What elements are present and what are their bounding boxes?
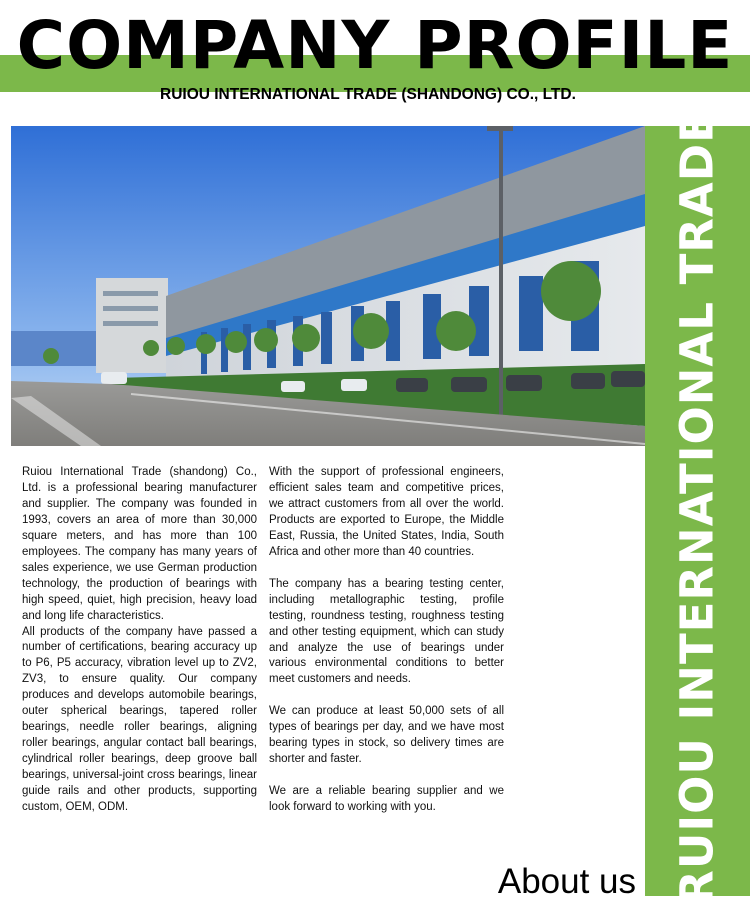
text-column-right <box>269 465 504 816</box>
page-title: COMPANY PROFILE <box>16 7 734 84</box>
paragraph-gap <box>269 768 504 784</box>
paragraph-capacity: We can produce at least 50,000 sets of all types of bearings per day, and we have most bearing types in stock, so delivery times are shorter and faster. <box>269 705 504 766</box>
paragraph-gap <box>269 561 504 577</box>
paragraph-support: With the support of professional engineers, efficient sales team and competitive prices, we attract customers from all over the world. Products are exported to Europe, the Middle East, Russia, the United States, India, South Africa and other more than 40 countries. <box>269 466 504 558</box>
paragraph-closing: We are a reliable bearing supplier and we look forward to working with you. <box>269 785 504 814</box>
paragraph-testing: The company has a bearing testing center, including metallographic testing, profile testing, roundness testing, roughness testing and other testing equipment, which can study and analyze the use of bearings under various environmental conditions to better meet customers and needs. <box>269 577 504 686</box>
about-us-label: About us <box>497 862 636 901</box>
factory-photo <box>11 126 645 446</box>
paragraph-products: All products of the company have passed a number of certifications, bearing accuracy up to P6, P5 accuracy, vibration level up to ZV2, ZV3, to ensure quality. Our company produces and develops automobile bearings, outer spherical bearings, tapered roller bearings, needle roller bearings, aligning roller bearings, angular contact ball bearings, cylindrical roller bearings, deep groove ball bearings, universal-joint cross bearings, linear guide rails and other products, supporting custom, OEM, ODM. <box>22 625 257 814</box>
side-banner-text: RUIOU INTERNATIONAL TRADE <box>670 111 724 905</box>
paragraph-gap <box>269 688 504 704</box>
text-column-left <box>22 465 257 816</box>
company-name-subtitle: RUIOU INTERNATIONAL TRADE (SHANDONG) CO., LTD. <box>160 86 576 103</box>
paragraph-intro: Ruiou International Trade (shandong) Co., Ltd. is a professional bearing manufacturer and supplier. The company was founded in 1993, covers an area of more than 30,000 square meters, and has more than 100 employees. The company has many years of sales experience, we use German production technology, the production of bearings with high speed, quiet, high precision, heavy load and long life characteristics. <box>22 466 257 622</box>
